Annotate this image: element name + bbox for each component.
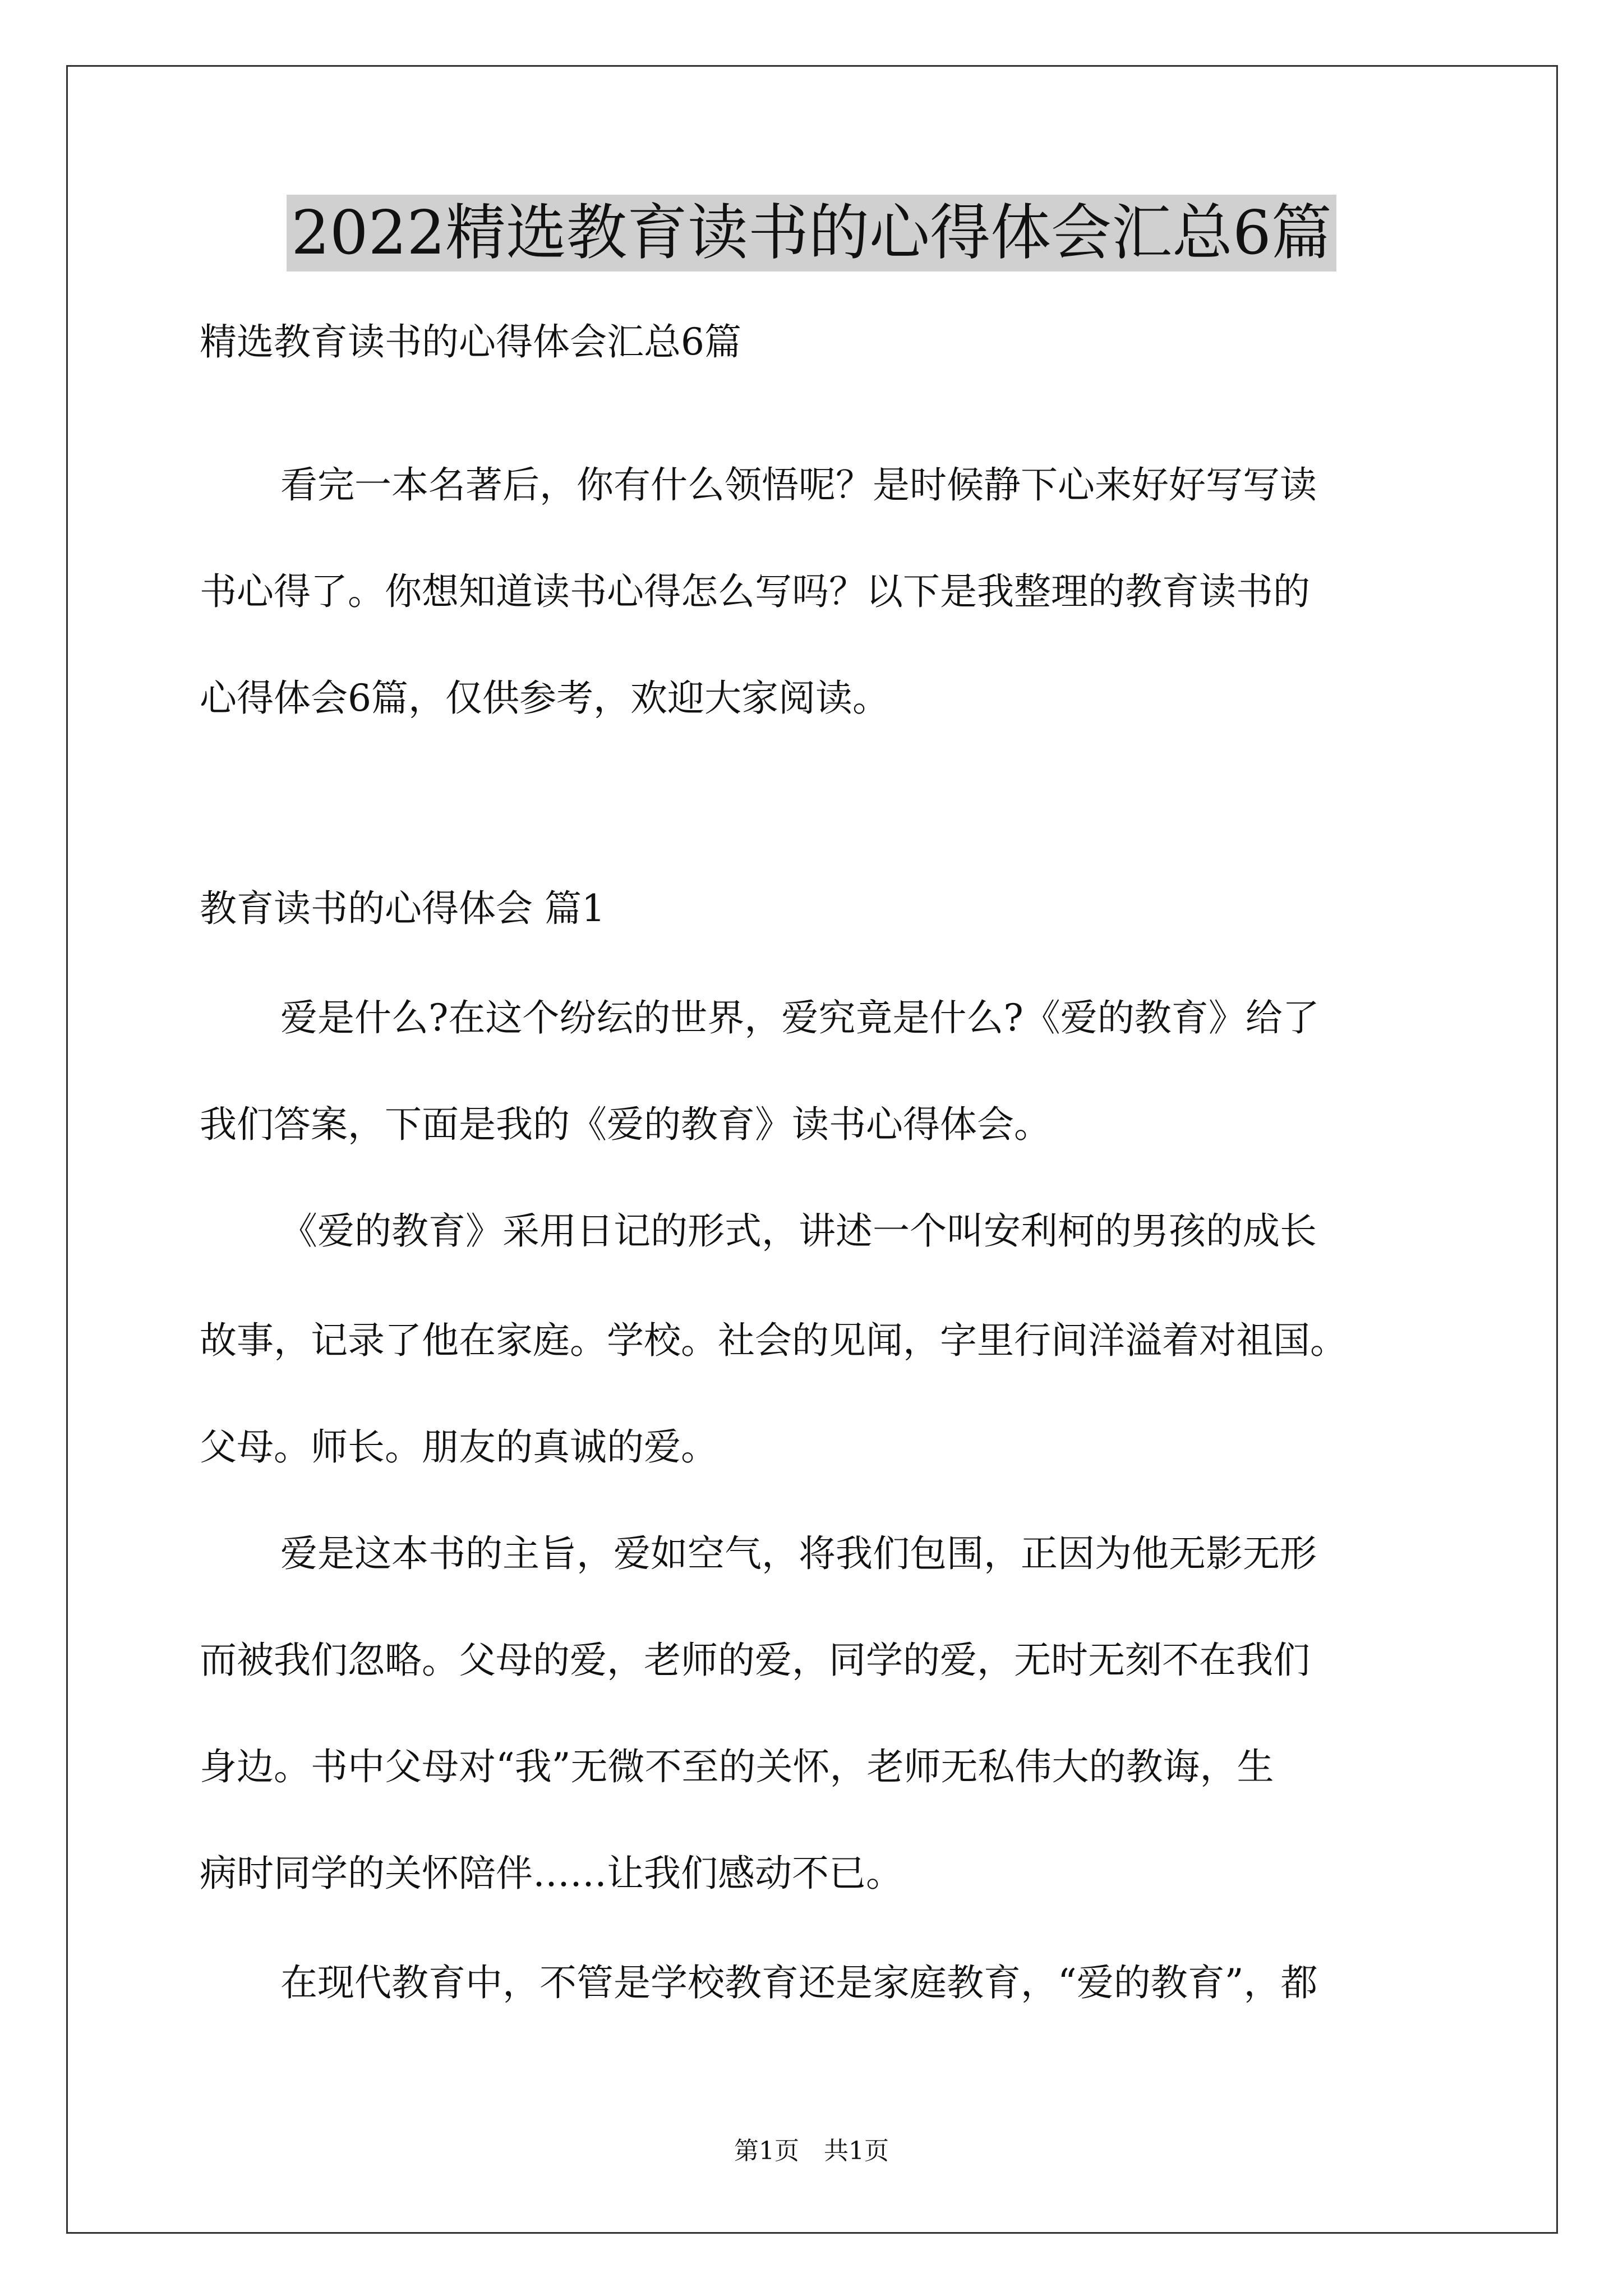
paragraph-line: 《爱的教育》采用日记的形式，讲述一个叫安利柯的男孩的成长 [280, 1209, 1317, 1253]
section-heading-1: 教育读书的心得体会 篇1 [200, 887, 605, 930]
paragraph-line: 在现代教育中，不管是学校教育还是家庭教育，“爱的教育”，都 [280, 1961, 1318, 2004]
paragraph-line: 身边。书中父母对“我”无微不至的关怀，老师无私伟大的教诲，生 [200, 1745, 1274, 1788]
paragraph-line: 而被我们忽略。父母的爱，老师的爱，同学的爱，无时无刻不在我们 [200, 1639, 1310, 1682]
document-title: 2022精选教育读书的心得体会汇总6篇 [0, 194, 1623, 273]
page-number: 第1页 [734, 2137, 799, 2165]
page-footer [0, 2134, 1623, 2168]
paragraph-line: 病时同学的关怀陪伴……让我们感动不已。 [200, 1852, 903, 1895]
paragraph-line: 爱是这本书的主旨，爱如空气，将我们包围，正因为他无影无形 [280, 1532, 1317, 1575]
page-total: 共1页 [824, 2137, 889, 2165]
paragraph-line: 故事，记录了他在家庭。学校。社会的见闻，字里行间洋溢着对祖国。 [200, 1319, 1347, 1362]
subtitle-line: 精选教育读书的心得体会汇总6篇 [200, 320, 741, 364]
paragraph-line: 爱是什么?在这个纷纭的世界，爱究竟是什么?《爱的教育》给了 [280, 996, 1320, 1039]
paragraph-line: 我们答案，下面是我的《爱的教育》读书心得体会。 [200, 1103, 1051, 1146]
intro-line-1: 看完一本名著后，你有什么领悟呢？是时候静下心来好好写写读 [280, 463, 1317, 507]
paragraph-line: 父母。师长。朋友的真诚的爱。 [200, 1425, 718, 1469]
intro-line-3: 心得体会6篇，仅供参考，欢迎大家阅读。 [200, 677, 889, 720]
intro-line-2: 书心得了。你想知道读书心得怎么写吗？以下是我整理的教育读书的 [200, 570, 1310, 613]
